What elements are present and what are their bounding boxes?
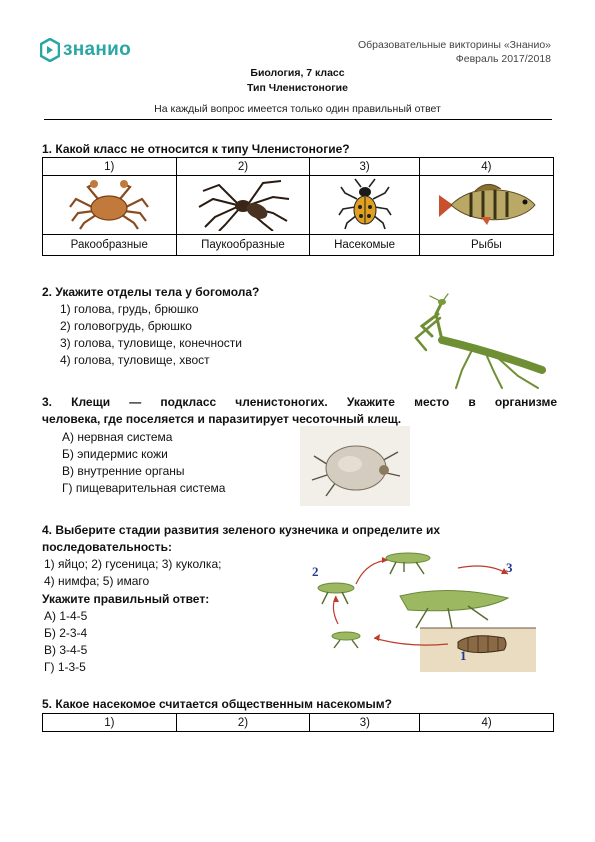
q4-option-c: В) 3-4-5 <box>44 643 88 657</box>
logo <box>40 38 131 62</box>
q1-num-4: 4) <box>419 158 553 176</box>
header-info <box>358 38 551 66</box>
q1-label-2: Паукообразные <box>176 235 310 256</box>
q4-stages-1: 1) яйцо; 2) гусеница; 3) куколка; <box>44 557 222 571</box>
q1-num-2: 2) <box>176 158 310 176</box>
q3-option-d: Г) пищеварительная система <box>62 481 226 495</box>
q3-line-1: 3. Клещи — подкласс членистоногих. Укажите место в организме <box>42 395 557 409</box>
logo-icon <box>40 38 60 62</box>
q2-option-2: 2) головогрудь, брюшко <box>60 319 192 333</box>
q1-table <box>42 157 554 256</box>
logo-text: знанио <box>63 39 132 60</box>
grasshopper-diagram <box>308 544 536 672</box>
q1-label-1: Ракообразные <box>43 235 177 256</box>
q4-options <box>44 608 87 676</box>
beetle-image <box>310 176 419 235</box>
q1-label-4: Рыбы <box>419 235 553 256</box>
q5-num-4: 4) <box>420 714 554 732</box>
spider-image <box>176 176 310 235</box>
q5-num-2: 2) <box>176 714 310 732</box>
divider <box>44 119 552 120</box>
q3-option-b: Б) эпидермис кожи <box>62 447 168 461</box>
q3-options <box>62 429 225 497</box>
fish-image <box>419 176 553 235</box>
q4-answer-label: Укажите правильный ответ: <box>42 592 210 606</box>
q4-stages-2: 4) нимфа; 5) имаго <box>44 574 150 588</box>
q3-line-2: человека, где поселяется и паразитирует чесоточный клещ. <box>42 412 402 426</box>
q5-num-3: 3) <box>310 714 420 732</box>
q5-text: 5. Какое насекомое считается общественным насекомым? <box>42 697 392 711</box>
q2-option-4: 4) голова, туловище, хвост <box>60 353 210 367</box>
q4-option-b: Б) 2-3-4 <box>44 626 88 640</box>
q3-option-c: В) внутренние органы <box>62 464 185 478</box>
date: Февраль 2017/2018 <box>455 53 551 65</box>
instruction: На каждый вопрос имеется только один правильный ответ <box>154 103 441 115</box>
q1-num-1: 1) <box>43 158 177 176</box>
q2-options <box>60 301 242 369</box>
crab-image <box>43 176 177 235</box>
page-title: Биология, 7 класс <box>250 67 345 79</box>
q4-option-a: А) 1-4-5 <box>44 609 88 623</box>
q1-num-3: 3) <box>310 158 419 176</box>
mite-image <box>300 426 410 506</box>
q3-option-a: А) нервная система <box>62 430 173 444</box>
mantis-image <box>402 292 552 392</box>
q1-text: 1. Какой класс не относится к типу Членистоногие? <box>42 142 350 156</box>
q4-line-1: 4. Выберите стадии развития зеленого кузнечика и определите их <box>42 523 441 537</box>
q5-table <box>42 713 554 732</box>
stage-number-1: 1 <box>460 648 467 663</box>
stage-number-3: 3 <box>506 560 513 575</box>
q1-label-3: Насекомые <box>310 235 419 256</box>
q4-line-2: последовательность: <box>42 540 172 554</box>
stage-number-2: 2 <box>312 564 319 579</box>
q2-option-1: 1) голова, грудь, брюшко <box>60 302 199 316</box>
q2-option-3: 3) голова, туловище, конечности <box>60 336 242 350</box>
q4-option-d: Г) 1-3-5 <box>44 660 86 674</box>
q2-text: 2. Укажите отделы тела у богомола? <box>42 285 260 299</box>
q5-num-1: 1) <box>43 714 177 732</box>
page-subtitle: Тип Членистоногие <box>247 82 348 94</box>
org-name: Образовательные викторины «Знанио» <box>357 39 551 51</box>
